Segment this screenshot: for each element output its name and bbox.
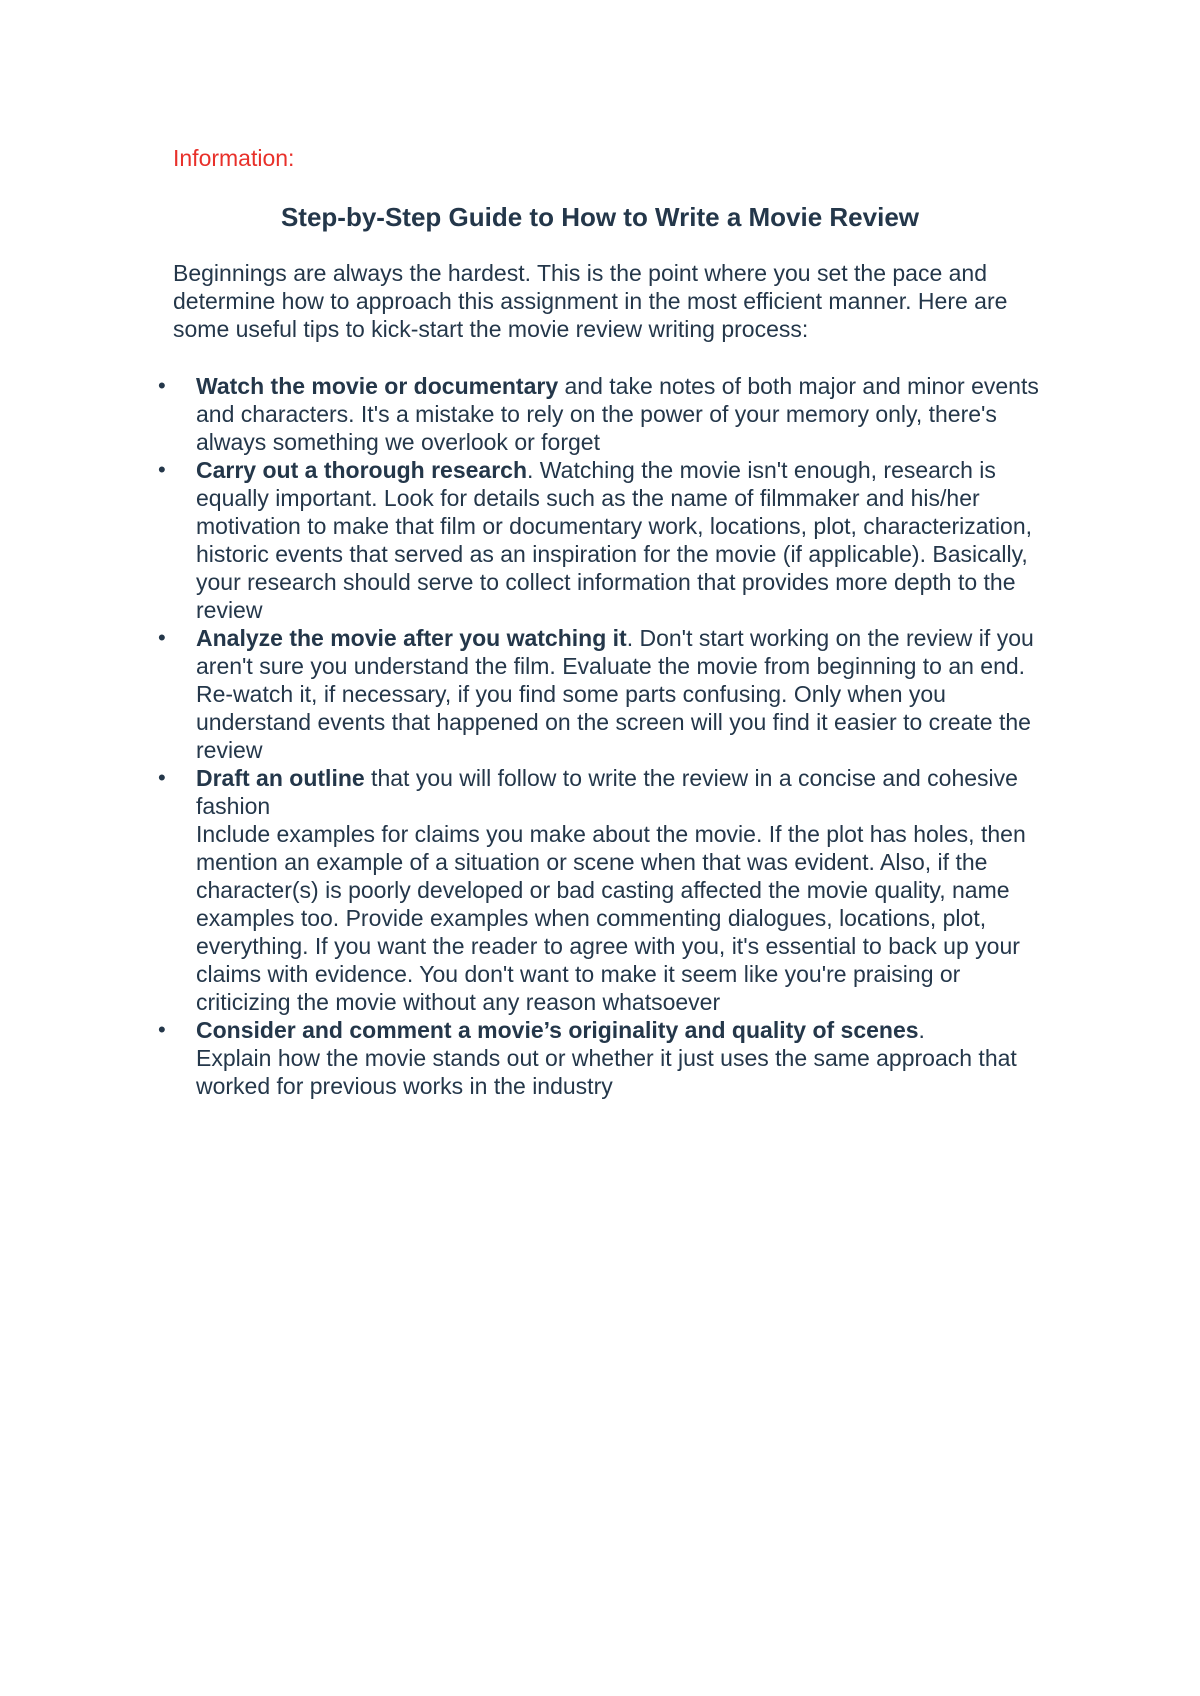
tip-item [158,1016,1053,1100]
tip-extra-paragraph: Include examples for claims you make about the movie. If the plot has holes, then mention an example of a situation or scene when that was evident. Also, if the character(s) is poorly developed or bad casting affected the movie quality, name examples too. Provide examples when commenting dialogues, locations, plot, everything. If you want the reader to agree with you, it's essential to back up your claims with evidence. You don't want to make it seem like you're praising or criticizing the movie without any reason whatsoever [196,821,1026,1015]
tip-item [158,624,1053,764]
tip-item [158,372,1053,456]
tip-text: and take notes of both major and minor events and characters. It's a mistake to rely on the power of your memory only, there's always something we overlook or forget [196,373,1039,455]
tip-text: . Watching the movie isn't enough, research is equally important. Look for details such as the name of filmmaker and his/her motivation to make that film or documentary work, locations, plot, characterization, historic events that served as an inspiration for the movie (if applicable). Basically, your research should serve to collect information that provides more depth to the review [196,457,1033,623]
tip-item [158,456,1053,624]
bullet-icon: • [158,625,166,650]
tip-heading: Carry out a thorough research [196,457,528,483]
page-title: Step-by-Step Guide to How to Write a Movie Review [280,202,920,232]
bullet-icon: • [158,457,166,482]
tip-extra-paragraph: Explain how the movie stands out or whether it just uses the same approach that worked for previous works in the industry [196,1045,1017,1099]
tips-list [158,372,1053,1100]
tip-text: . [918,1017,925,1043]
tip-heading: Consider and comment a movie’s originality and quality of scenes [196,1017,919,1043]
tip-text: that you will follow to write the review in a concise and cohesive fashion [196,765,1018,819]
tip-text: . Don't start working on the review if you aren't sure you understand the film. Evaluate the movie from beginning to an end. Re-watch it, if necessary, if you find some parts confusing. Only when you understand events that happened on the screen will you find it easier to create the review [196,625,1034,763]
bullet-icon: • [158,1017,166,1042]
tip-heading: Draft an outline [196,765,365,791]
information-label: Information: [173,145,295,171]
tip-item [158,764,1053,1016]
tip-heading: Watch the movie or documentary [196,373,559,399]
tip-heading: Analyze the movie after you watching it [196,625,627,651]
bullet-icon: • [158,373,166,398]
intro-paragraph: Beginnings are always the hardest. This is the point where you set the pace and determine how to approach this assignment in the most efficient manner. Here are some useful tips to kick-start the movie review writing process: [173,260,1008,342]
bullet-icon: • [158,765,166,790]
